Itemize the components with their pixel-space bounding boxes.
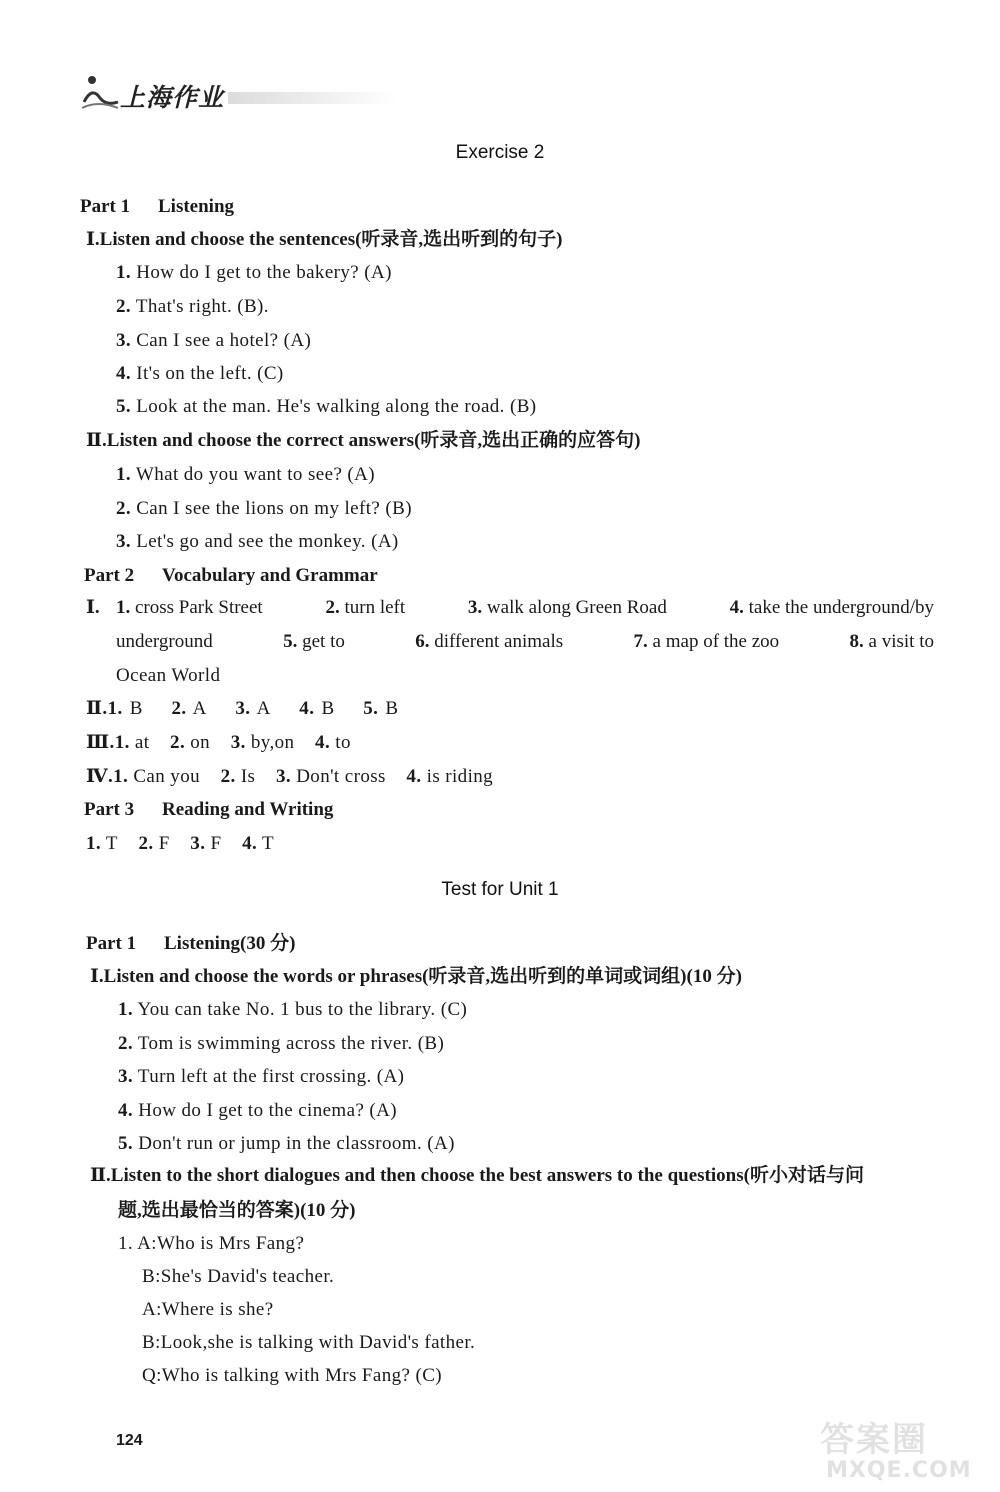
answer-row: 1. cross Park Street 2. turn left 3. walk along Green Road 4. take the underground/by (116, 597, 934, 618)
answer-row: Ⅲ.1. at 2. on 3. by,on 4. to (86, 732, 351, 753)
header-title: 上海作业 (120, 83, 225, 112)
answer-item: 5. Don't run or jump in the classroom. (A) (118, 1133, 455, 1154)
answer-row: Ⅳ.1. Can you 2. Is 3. Don't cross 4. is riding (86, 766, 494, 787)
part-3-heading: Part 3 Reading and Writing (84, 799, 334, 820)
answer-item: 3. Can I see a hotel? (A) (116, 330, 312, 351)
dialogue-line: A:Where is she? (142, 1299, 274, 1320)
answer-row: 1. T 2. F 3. F 4. T (86, 833, 274, 854)
answer-item: 1. What do you want to see? (A) (116, 464, 376, 485)
part-2-heading: Part 2 Vocabulary and Grammar (84, 565, 378, 586)
answer-item: 4. How do I get to the cinema? (A) (118, 1100, 398, 1121)
page-number: 124 (116, 1432, 143, 1449)
answer-item: 2. Tom is swimming across the river. (B) (118, 1033, 445, 1054)
question-heading-continued: 题,选出最恰当的答案)(10 分) (118, 1200, 356, 1221)
dialogue-line: B:She's David's teacher. (142, 1266, 335, 1287)
watermark-url: MXQE.COM (826, 1458, 972, 1483)
answer-item: 4. It's on the left. (C) (116, 363, 284, 384)
answer-item: 3. Let's go and see the monkey. (A) (116, 531, 399, 552)
answer-item: 5. Look at the man. He's walking along the road. (B) (116, 396, 537, 417)
watermark (812, 1412, 988, 1488)
answer-item: 2. That's right. (B). (116, 296, 269, 317)
dialogue-line: 1. A:Who is Mrs Fang? (118, 1233, 305, 1254)
answer-item: 2. Can I see the lions on my left? (B) (116, 498, 412, 519)
dialogue-line: B:Look,she is talking with David's father. (142, 1332, 476, 1353)
answer-row: underground 5. get to 6. different animals 7. a map of the zoo 8. a visit to (116, 631, 934, 652)
answer-row: Ⅱ.1. B 2. A 3. A 4. B 5. B (86, 698, 399, 719)
question-number: Ⅰ. (86, 597, 100, 618)
question-heading: Ⅱ.Listen to the short dialogues and then choose the best answers to the questions(听小对话与问 (90, 1165, 864, 1186)
header-decoration (228, 92, 398, 104)
question-heading: Ⅰ.Listen and choose the words or phrases(听录音,选出听到的单词或词组)(10 分) (90, 966, 742, 987)
part-1-heading: Part 1 Listening (80, 196, 235, 217)
answer-item: 3. Turn left at the first crossing. (A) (118, 1066, 405, 1087)
section-title-test-unit-1: Test for Unit 1 (441, 879, 559, 900)
watermark-text: 答案圈 (820, 1420, 928, 1460)
answer-item: 1. How do I get to the bakery? (A) (116, 262, 392, 283)
header-logo-icon (78, 72, 122, 116)
page-header (78, 72, 408, 116)
answer-item: 1. You can take No. 1 bus to the library. (C) (118, 999, 468, 1020)
section-title-exercise-2: Exercise 2 (455, 142, 545, 163)
answer-item: Ocean World (116, 665, 221, 686)
part-1-heading: Part 1 Listening(30 分) (86, 933, 296, 954)
dialogue-line: Q:Who is talking with Mrs Fang? (C) (142, 1365, 443, 1386)
question-heading: Ⅱ.Listen and choose the correct answers(听录音,选出正确的应答句) (86, 430, 641, 451)
question-heading: Ⅰ.Listen and choose the sentences(听录音,选出听到的句子) (86, 229, 563, 250)
